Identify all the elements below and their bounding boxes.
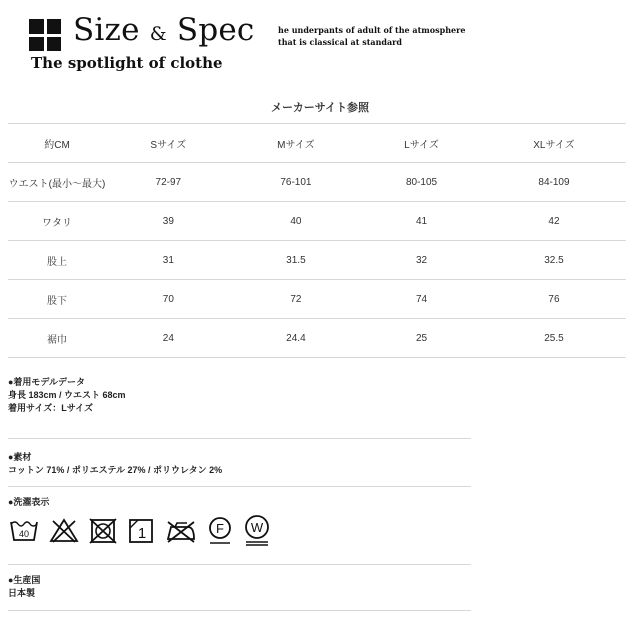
divider bbox=[8, 486, 471, 487]
divider bbox=[8, 610, 471, 611]
divider bbox=[8, 438, 471, 439]
table-header: 約CM bbox=[8, 124, 106, 163]
table-row bbox=[8, 241, 626, 280]
tagline-line-2: that is classical at standard bbox=[278, 37, 402, 47]
material-heading: ●素材 bbox=[8, 452, 32, 462]
brand-logo-icon bbox=[29, 19, 61, 51]
page-title: Size & Spec bbox=[73, 12, 255, 48]
table-cell: 25.5 bbox=[482, 319, 626, 358]
line-dry-label: 1 bbox=[137, 525, 147, 542]
table-cell: 84-109 bbox=[482, 163, 626, 202]
table-cell: 31.5 bbox=[231, 241, 361, 280]
table-cell: 74 bbox=[361, 280, 482, 319]
line-dry-shade-icon bbox=[127, 518, 155, 544]
care-heading: ●洗濯表示 bbox=[8, 497, 50, 507]
material-section bbox=[8, 451, 222, 477]
table-cell: 72-97 bbox=[106, 163, 231, 202]
table-cell: 25 bbox=[361, 319, 482, 358]
table-cell: 80-105 bbox=[361, 163, 482, 202]
table-cell: 40 bbox=[231, 202, 361, 241]
dry-clean-f-icon bbox=[207, 516, 233, 546]
wet-clean-label: W bbox=[250, 520, 264, 535]
origin-section bbox=[8, 574, 40, 600]
table-cell: ウエスト(最小〜最大) bbox=[8, 163, 106, 202]
table-cell: ワタリ bbox=[8, 202, 106, 241]
material-composition: コットン 71% / ポリエステル 27% / ポリウレタン 2% bbox=[8, 465, 223, 475]
table-cell: 股上 bbox=[8, 241, 106, 280]
table-cell: 39 bbox=[106, 202, 231, 241]
origin-heading: ●生産国 bbox=[8, 575, 41, 585]
no-tumble-dry-icon bbox=[89, 518, 117, 544]
table-row bbox=[8, 202, 626, 241]
table-cell: 76-101 bbox=[231, 163, 361, 202]
table-header: XLサイズ bbox=[482, 124, 626, 163]
table-cell: 股下 bbox=[8, 280, 106, 319]
model-measurements: 身長 183cm / ウエスト 68cm bbox=[8, 390, 126, 400]
dry-clean-label: F bbox=[216, 521, 224, 536]
wash-40-icon bbox=[9, 518, 39, 544]
table-header: Lサイズ bbox=[361, 124, 482, 163]
table-cell: 32.5 bbox=[482, 241, 626, 280]
no-iron-icon bbox=[165, 518, 197, 544]
table-row bbox=[8, 280, 626, 319]
table-cell: 31 bbox=[106, 241, 231, 280]
origin-country: 日本製 bbox=[8, 588, 36, 598]
table-header: Mサイズ bbox=[231, 124, 361, 163]
table-cell: 70 bbox=[106, 280, 231, 319]
tagline bbox=[278, 24, 465, 48]
table-row bbox=[8, 163, 626, 202]
table-cell: 32 bbox=[361, 241, 482, 280]
table-cell: 42 bbox=[482, 202, 626, 241]
table-row bbox=[8, 319, 626, 358]
page-subtitle: The spotlight of clothe bbox=[31, 54, 223, 72]
table-cell: 41 bbox=[361, 202, 482, 241]
model-wearing-size: 着用サイズ：Lサイズ bbox=[8, 403, 94, 413]
wet-clean-w-icon bbox=[243, 515, 271, 547]
model-data-heading: ●着用モデルデータ bbox=[8, 377, 85, 387]
table-cell: 76 bbox=[482, 280, 626, 319]
maker-note: メーカーサイト参照 bbox=[270, 102, 369, 114]
wash-temp-label: 40 bbox=[18, 529, 30, 539]
no-bleach-icon bbox=[49, 518, 79, 544]
table-cell: 24.4 bbox=[231, 319, 361, 358]
care-symbols bbox=[9, 515, 271, 547]
table-header-row bbox=[8, 124, 626, 163]
table-header: Sサイズ bbox=[106, 124, 231, 163]
divider bbox=[8, 564, 471, 565]
table-cell: 24 bbox=[106, 319, 231, 358]
table-cell: 72 bbox=[231, 280, 361, 319]
tagline-line-1: he underpants of adult of the atmosphere bbox=[278, 25, 466, 35]
model-data-section bbox=[8, 376, 126, 415]
size-table bbox=[8, 123, 626, 358]
table-cell: 裾巾 bbox=[8, 319, 106, 358]
